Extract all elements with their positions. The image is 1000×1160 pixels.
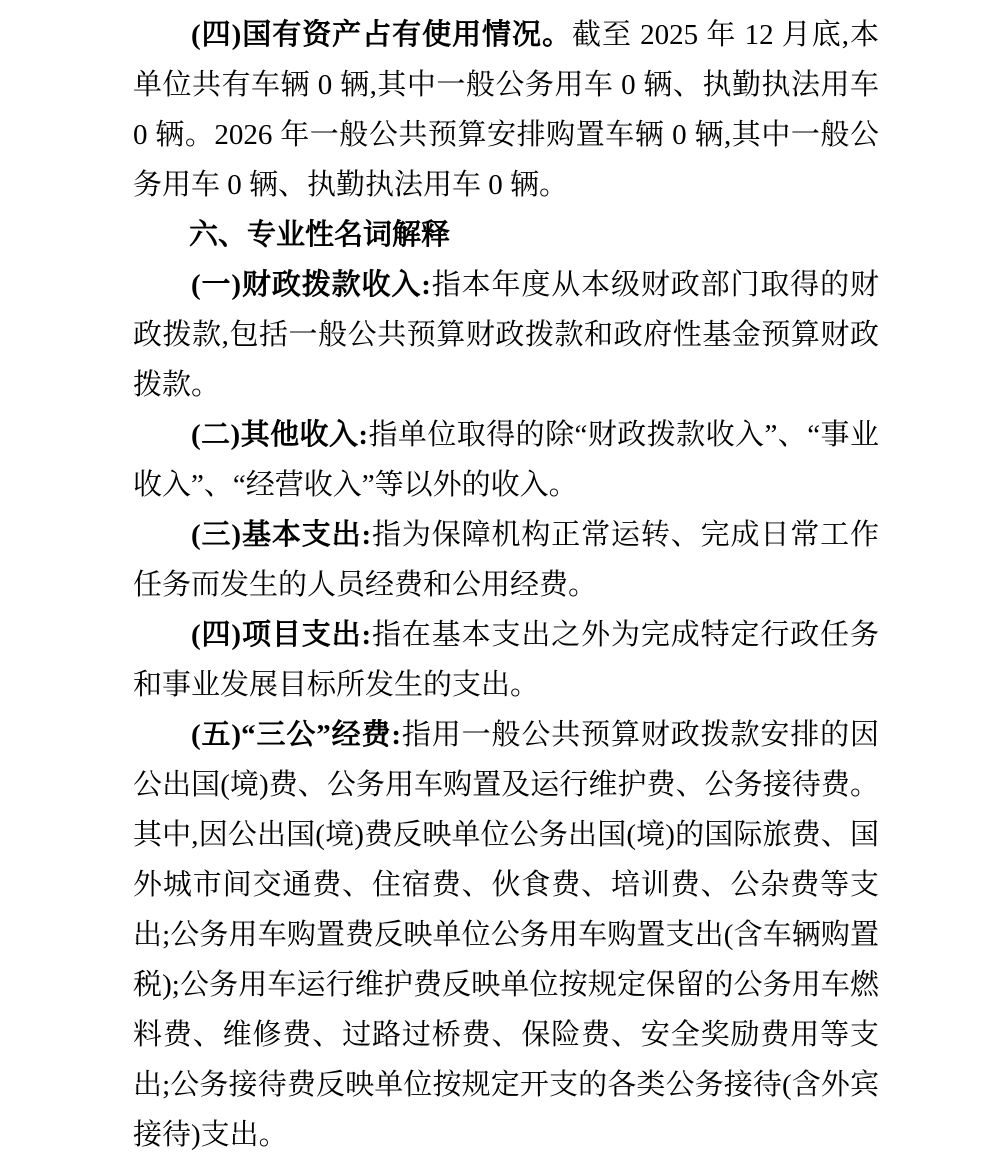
term-text: 指为保障机构正常运转、完成日常工作任务而发生的人员经费和公用经费。 <box>133 519 879 601</box>
term-lead: (三)基本支出: <box>191 519 372 551</box>
term-paragraph-three-public-funds <box>133 710 879 1160</box>
terms-section-heading: 六、专业性名词解释 <box>189 219 451 251</box>
term-paragraph-fiscal-appropriation-income <box>133 260 879 410</box>
term-lead: (一)财政拨款收入: <box>191 269 431 301</box>
term-paragraph-other-income <box>133 410 879 510</box>
term-lead: (四)项目支出: <box>191 619 372 651</box>
term-text: 指在基本支出之外为完成特定行政任务和事业发展目标所发生的支出。 <box>133 619 879 701</box>
term-paragraph-basic-expenditure <box>133 510 879 610</box>
asset-usage-paragraph-text: 截至 2025 年 12 月底,本单位共有车辆 0 辆,其中一般公务用车 0 辆、执勤执法用车 0 辆。2026 年一般公共预算安排购置车辆 0 辆,其中一般公务用车 0 辆、执勤执法用车 0 辆。 <box>133 19 879 201</box>
term-text: 指本年度从本级财政部门取得的财政拨款,包括一般公共预算财政拨款和政府性基金预算财政拨款。 <box>133 269 879 401</box>
term-lead: (五)“三公”经费: <box>191 719 401 751</box>
asset-usage-paragraph <box>133 10 879 210</box>
asset-usage-paragraph-lead: (四)国有资产占有使用情况。 <box>191 19 572 51</box>
term-paragraph-project-expenditure <box>133 610 879 710</box>
term-lead: (二)其他收入: <box>191 419 369 451</box>
term-text: 指用一般公共预算财政拨款安排的因公出国(境)费、公务用车购置及运行维护费、公务接待费。其中,因公出国(境)费反映单位公务出国(境)的国际旅费、国外城市间交通费、住宿费、伙食费、培训费、公杂费等支出;公务用车购置费反映单位公务用车购置支出(含车辆购置税);公务用车运行维护费反映单位按规定保留的公务用车燃料费、维修费、过路过桥费、保险费、安全奖励费用等支出;公务接待费反映单位按规定开支的各类公务接待(含外宾接待)支出。 <box>133 719 879 1151</box>
term-text: 指单位取得的除“财政拨款收入”、“事业收入”、“经营收入”等以外的收入。 <box>133 419 879 501</box>
